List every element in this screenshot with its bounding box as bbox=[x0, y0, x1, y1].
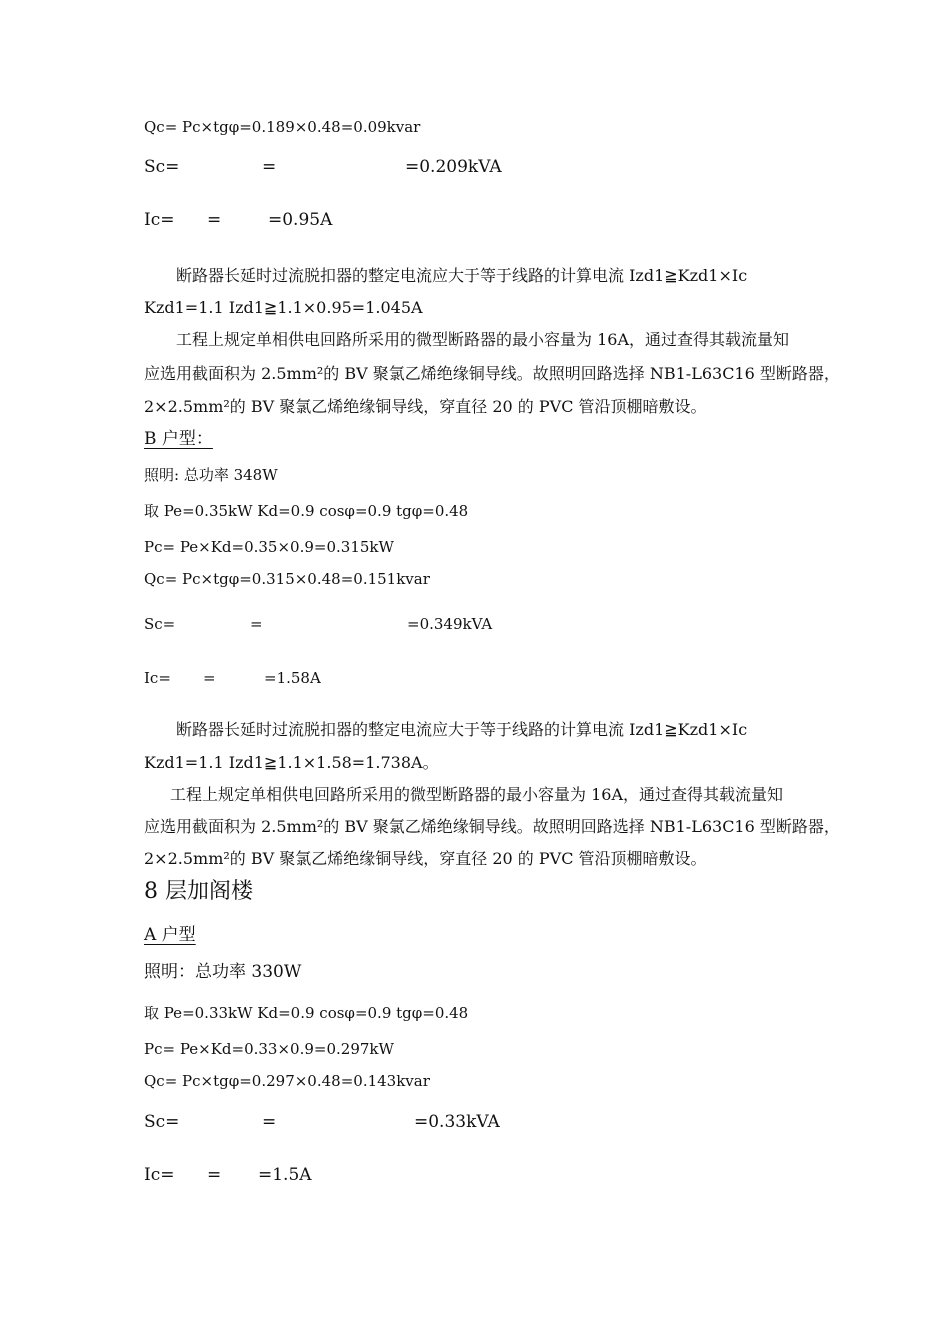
a-sc-label: Sc= bbox=[144, 1112, 180, 1132]
b-pc-formula: Pc= Pe×Kd=0.35×0.9=0.315kW bbox=[144, 538, 394, 556]
b-breaker-paragraph: 断路器长延时过流脱扣器的整定电流应大于等于线路的计算电流 Izd1≧Kzd1×Ic bbox=[176, 720, 748, 739]
a-sc-result: =0.33kVA bbox=[414, 1112, 500, 1132]
kzd-formula: Kzd1=1.1 Izd1≧1.1×0.95=1.045A bbox=[144, 298, 423, 317]
ic-label: Ic= bbox=[144, 210, 175, 230]
b-ic-result: =1.58A bbox=[264, 669, 321, 687]
sc-result: =0.209kVA bbox=[405, 157, 502, 177]
sc-label: Sc= bbox=[144, 157, 180, 177]
ic-equals: = bbox=[207, 210, 222, 230]
a-ic-label: Ic= bbox=[144, 1165, 175, 1185]
b-spec-paragraph-line1: 工程上规定单相供电回路所采用的微型断路器的最小容量为 16A，通过查得其载流量知 bbox=[170, 785, 784, 804]
b-spec-paragraph-line2: 应选用截面积为 2.5mm²的 BV 聚氯乙烯绝缘铜导线。故照明回路选择 NB1-L63C16 型断路器， bbox=[144, 817, 840, 836]
b-ic-label: Ic= bbox=[144, 669, 171, 687]
ic-result: =0.95A bbox=[268, 210, 333, 230]
b-type-heading: B 户型： bbox=[144, 429, 213, 449]
b-sc-label: Sc= bbox=[144, 615, 176, 633]
a-qc-formula: Qc= Pc×tgφ=0.297×0.48=0.143kvar bbox=[144, 1072, 430, 1090]
b-kzd-formula: Kzd1=1.1 Izd1≧1.1×1.58=1.738A。 bbox=[144, 753, 439, 772]
b-lighting-total: 照明: 总功率 348W bbox=[144, 466, 278, 484]
b-qc-formula: Qc= Pc×tgφ=0.315×0.48=0.151kvar bbox=[144, 570, 430, 588]
b-take-params: 取 Pe=0.35kW Kd=0.9 cosφ=0.9 tgφ=0.48 bbox=[144, 502, 469, 520]
breaker-paragraph: 断路器长延时过流脱扣器的整定电流应大于等于线路的计算电流 Izd1≧Kzd1×Ic bbox=[176, 266, 748, 285]
a-ic-result: =1.5A bbox=[258, 1165, 312, 1185]
a-type-heading: A 户型 bbox=[144, 925, 196, 945]
a-ic-equals: = bbox=[207, 1165, 222, 1185]
spec-paragraph-line2: 应选用截面积为 2.5mm²的 BV 聚氯乙烯绝缘铜导线。故照明回路选择 NB1-L63C16 型断路器， bbox=[144, 364, 840, 383]
b-spec-paragraph-line3: 2×2.5mm²的 BV 聚氯乙烯绝缘铜导线，穿直径 20 的 PVC 管沿顶棚暗敷设。 bbox=[144, 849, 707, 868]
spec-paragraph-line1: 工程上规定单相供电回路所采用的微型断路器的最小容量为 16A，通过查得其载流量知 bbox=[176, 330, 790, 349]
a-take-params: 取 Pe=0.33kW Kd=0.9 cosφ=0.9 tgφ=0.48 bbox=[144, 1004, 469, 1022]
sc-equals: = bbox=[262, 157, 277, 177]
section-heading: 8 层加阁楼 bbox=[144, 879, 253, 904]
b-sc-result: =0.349kVA bbox=[407, 615, 493, 633]
a-sc-equals: = bbox=[262, 1112, 277, 1132]
b-ic-equals: = bbox=[203, 669, 216, 687]
b-sc-equals: = bbox=[250, 615, 263, 633]
a-lighting-total: 照明：总功率 330W bbox=[144, 962, 302, 982]
qc-formula: Qc= Pc×tgφ=0.189×0.48=0.09kvar bbox=[144, 118, 421, 136]
a-pc-formula: Pc= Pe×Kd=0.33×0.9=0.297kW bbox=[144, 1040, 394, 1058]
spec-paragraph-line3: 2×2.5mm²的 BV 聚氯乙烯绝缘铜导线，穿直径 20 的 PVC 管沿顶棚暗敷设。 bbox=[144, 397, 707, 416]
